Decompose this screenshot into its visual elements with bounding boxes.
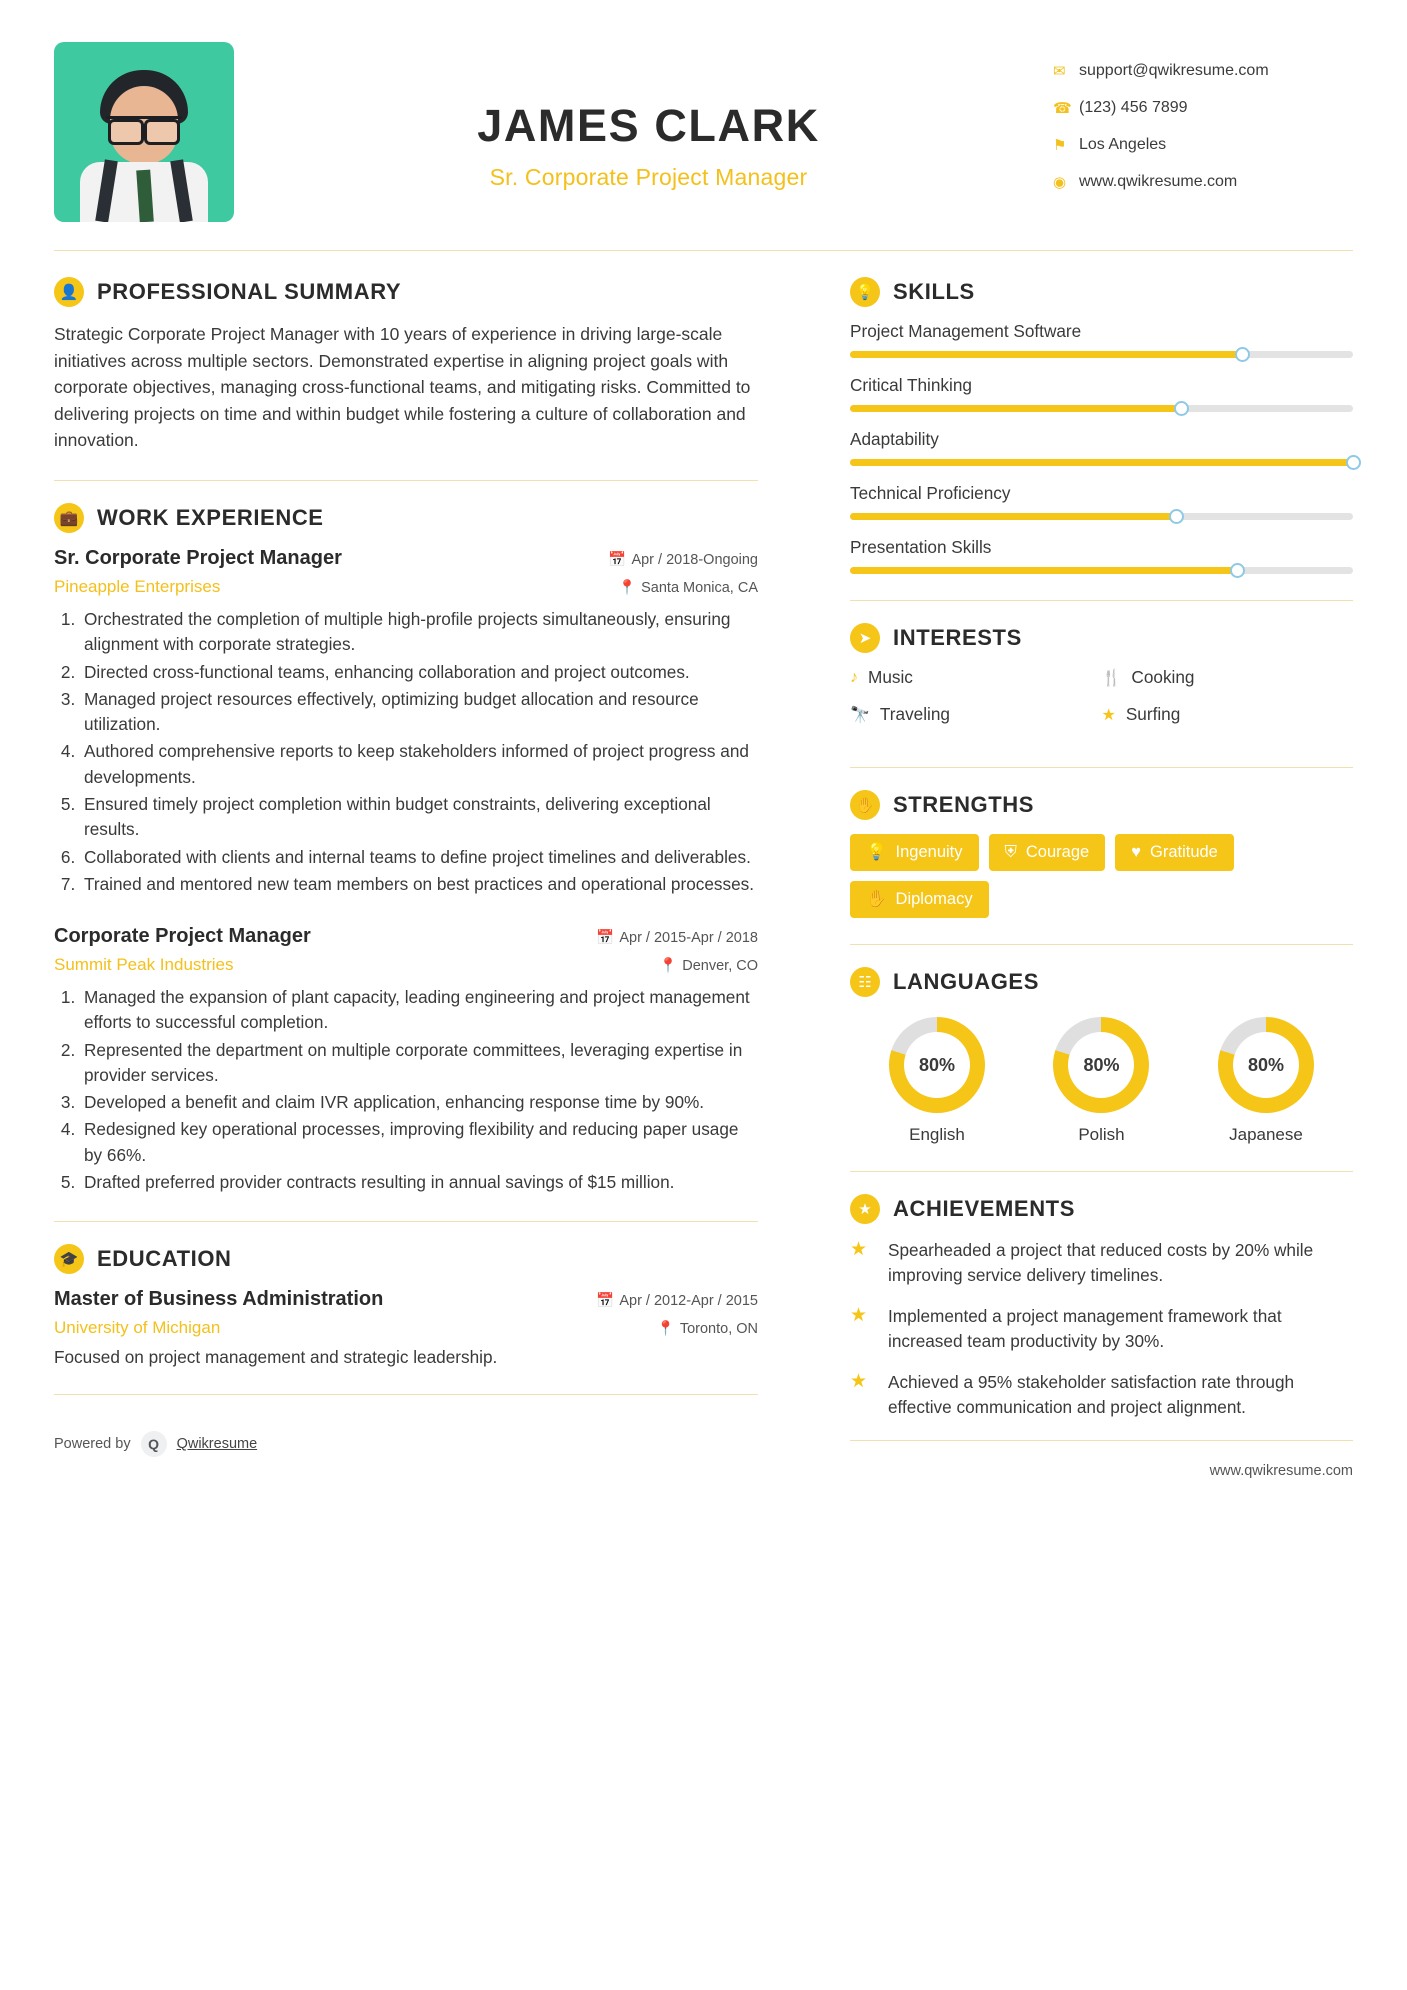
interest-label: Music <box>868 667 913 687</box>
star-icon: ★ <box>850 1239 868 1260</box>
section-header <box>850 967 1353 997</box>
globe-icon: ◉ <box>1053 174 1067 191</box>
list-item: 5. Drafted preferred provider contracts resulting in annual savings of $15 million. <box>80 1170 758 1195</box>
contact-email-value: support@qwikresume.com <box>1079 62 1269 79</box>
section-title: WORK EXPERIENCE <box>97 504 324 530</box>
job-title: Sr. Corporate Project Manager <box>489 164 808 190</box>
contact-list <box>1053 42 1353 210</box>
divider <box>850 944 1353 945</box>
section-languages <box>850 967 1353 1145</box>
job-role: Sr. Corporate Project Manager <box>54 546 342 569</box>
skill-bar-fill <box>850 405 1182 412</box>
skill-bar-fill <box>850 351 1242 358</box>
avatar <box>54 42 234 222</box>
language-percent: 80% <box>904 1032 970 1098</box>
divider <box>54 480 758 481</box>
avatar-glasses-icon <box>106 116 182 136</box>
section-header <box>54 1244 758 1274</box>
work-entry <box>54 925 758 1195</box>
section-title: ACHIEVEMENTS <box>893 1196 1075 1221</box>
language-name: Polish <box>1078 1125 1125 1144</box>
interest-label: Cooking <box>1131 667 1195 687</box>
strength-badge <box>850 834 979 871</box>
job-dates: 📅 Apr / 2018-Ongoing <box>608 551 758 568</box>
section-title: STRENGTHS <box>893 792 1035 817</box>
job-company: Summit Peak Industries <box>54 955 234 975</box>
section-interests <box>850 623 1353 741</box>
skill-label: Project Management Software <box>850 321 1082 341</box>
section-education <box>54 1244 758 1368</box>
heart-icon: ♥ <box>1131 843 1141 861</box>
section-title: PROFESSIONAL SUMMARY <box>97 279 402 304</box>
section-title: EDUCATION <box>97 1246 232 1272</box>
page-title: JAMES CLARK <box>477 100 820 151</box>
section-achievements <box>850 1194 1353 1420</box>
strength-badge <box>989 834 1106 871</box>
lightbulb-icon: 💡 <box>850 277 880 307</box>
skill-bar-knob <box>1230 563 1245 578</box>
name-block <box>244 42 1053 191</box>
language-item <box>1020 1017 1182 1145</box>
powered-by <box>54 1431 257 1457</box>
interest-label: Surfing <box>1125 704 1181 724</box>
star-icon: ★ <box>850 1304 868 1326</box>
shield-icon: ⛨ <box>1004 843 1017 861</box>
contact-website[interactable] <box>1053 173 1353 191</box>
skill-label: Presentation Skills <box>850 537 992 557</box>
achievement-text: Achieved a 95% stakeholder satisfaction rate through effective communication and project alignment. <box>888 1371 1295 1417</box>
strength-label: Ingenuity <box>895 843 963 861</box>
contact-website-value: www.qwikresume.com <box>1079 173 1238 190</box>
section-work-experience <box>54 503 758 1195</box>
education-location: 📍 Toronto, ON <box>656 1321 758 1338</box>
location-pin-icon: 📍 <box>659 958 678 975</box>
divider <box>850 767 1353 768</box>
skill-bar-knob <box>1174 401 1189 416</box>
calendar-icon: 📅 <box>608 551 627 568</box>
achievement-item <box>850 1370 1353 1420</box>
skill-item <box>850 483 1353 520</box>
list-item: 6. Collaborated with clients and internal teams to define project timelines and deliverables. <box>80 845 758 870</box>
section-title: LANGUAGES <box>893 969 1039 994</box>
job-dates: 📅 Apr / 2015-Apr / 2018 <box>596 930 758 947</box>
job-role: Corporate Project Manager <box>54 925 311 948</box>
skill-item <box>850 429 1353 466</box>
footer-right <box>850 1449 1353 1505</box>
language-name: Japanese <box>1229 1125 1303 1144</box>
location-pin-icon: 📍 <box>618 579 637 596</box>
spacer <box>54 903 758 925</box>
language-percent: 80% <box>1068 1032 1134 1098</box>
education-entry <box>54 1288 758 1368</box>
list-item: 4. Authored comprehensive reports to keep stakeholders informed of project progress and developments. <box>80 739 758 790</box>
divider <box>850 600 1353 601</box>
skill-label: Technical Proficiency <box>850 483 1011 503</box>
list-item: 5. Ensured timely project completion within budget constraints, delivering exceptional results. <box>80 792 758 843</box>
achievement-item <box>850 1304 1353 1354</box>
education-description: Focused on project management and strategic leadership. <box>54 1347 498 1368</box>
skill-label: Critical Thinking <box>850 375 972 395</box>
skill-item <box>850 321 1353 358</box>
strength-badge <box>1115 834 1234 871</box>
summary-text: Strategic Corporate Project Manager with 10 years of experience in driving large-scale initiatives across multiple sectors. Demonstrated expertise in aligning project goals with corporate objectives, managing cross-functional teams, and mitigating risks. Committed to delivering projects on time and within budget while fostering a culture of collaboration and innovation. <box>54 324 751 451</box>
contact-location <box>1053 136 1353 154</box>
calendar-icon: 📅 <box>596 1293 615 1310</box>
school-name: University of Michigan <box>54 1318 221 1338</box>
interest-label: Traveling <box>879 704 950 724</box>
job-location: 📍 Santa Monica, CA <box>618 579 758 596</box>
language-progress-ring <box>1218 1017 1314 1113</box>
job-company: Pineapple Enterprises <box>54 576 221 596</box>
fork-knife-icon: 🍴 <box>1101 669 1122 687</box>
achievement-text: Implemented a project management framework that increased team productivity by 30%. <box>888 1305 1282 1351</box>
envelope-icon: ✉ <box>1053 63 1066 80</box>
right-column <box>816 251 1353 1505</box>
user-circle-icon: 👤 <box>54 277 84 307</box>
education-dates: 📅 Apr / 2012-Apr / 2015 <box>596 1293 758 1310</box>
strength-list <box>850 834 1353 918</box>
section-professional-summary <box>54 277 758 454</box>
skill-bar <box>850 513 1353 520</box>
divider <box>54 1394 758 1395</box>
location-pin-icon: ⚑ <box>1053 137 1067 154</box>
contact-email[interactable] <box>1053 62 1353 80</box>
skill-bar <box>850 405 1353 412</box>
skill-item <box>850 375 1353 412</box>
list-item: 2. Represented the department on multiple corporate committees, leveraging expertise in provider services. <box>80 1038 758 1089</box>
strength-badge <box>850 881 989 918</box>
left-column <box>54 251 816 1505</box>
footer-site: www.qwikresume.com <box>1209 1462 1353 1479</box>
skill-bar <box>850 567 1353 574</box>
resume-header <box>54 34 1353 222</box>
language-name: English <box>909 1125 965 1144</box>
language-progress-ring <box>889 1017 985 1113</box>
list-item: 2. Directed cross-functional teams, enhancing collaboration and project outcomes. <box>80 660 758 685</box>
skill-bar-fill <box>850 513 1177 520</box>
section-title: SKILLS <box>893 279 975 304</box>
section-header <box>850 277 1353 307</box>
calendar-icon: 📅 <box>596 930 615 947</box>
skill-bar-knob <box>1235 347 1250 362</box>
divider <box>850 1171 1353 1172</box>
list-item: 3. Managed project resources effectively, optimizing budget allocation and resource utilization. <box>80 687 758 738</box>
skill-bar <box>850 459 1353 466</box>
job-location: 📍 Denver, CO <box>659 958 758 975</box>
skill-bar-knob <box>1346 455 1361 470</box>
briefcase-icon: 💼 <box>54 503 84 533</box>
powered-by-label: Powered by <box>54 1436 131 1453</box>
job-bullets <box>80 607 758 897</box>
qwikresume-link[interactable]: Qwikresume <box>176 1436 258 1453</box>
list-item: 1. Managed the expansion of plant capacity, leading engineering and project management efforts to successful completion. <box>80 985 758 1036</box>
binoculars-icon: 🔭 <box>850 706 870 724</box>
section-header <box>54 503 758 533</box>
lightbulb-icon: 💡 <box>866 843 887 861</box>
section-header <box>850 1194 1353 1224</box>
list-item: 1. Orchestrated the completion of multiple high-profile projects simultaneously, ensuring alignment with corporate strategies. <box>80 607 758 658</box>
strength-label: Courage <box>1025 843 1090 861</box>
contact-location-value: Los Angeles <box>1079 136 1167 153</box>
list-item: 3. Developed a benefit and claim IVR application, enhancing response time by 90%. <box>80 1090 758 1115</box>
phone-icon: ☎ <box>1053 100 1072 117</box>
skill-item <box>850 537 1353 574</box>
skill-bar-fill <box>850 459 1353 466</box>
qwikresume-logo-icon: Q <box>141 1431 167 1457</box>
work-entry <box>54 547 758 897</box>
star-icon: ★ <box>850 1370 868 1392</box>
interest-item <box>850 704 1102 725</box>
interest-item <box>850 667 1102 688</box>
send-icon: ➤ <box>850 623 880 653</box>
language-progress-ring <box>1053 1017 1149 1113</box>
section-skills <box>850 277 1353 574</box>
section-header <box>54 277 758 307</box>
resume-body <box>54 251 1353 1505</box>
star-icon: ★ <box>1101 706 1116 724</box>
section-strengths <box>850 790 1353 918</box>
award-star-icon: ★ <box>850 1194 880 1224</box>
language-item <box>856 1017 1018 1145</box>
footer-left <box>54 1417 758 1483</box>
interest-item <box>1102 667 1354 688</box>
list-item: 4. Redesigned key operational processes, improving flexibility and reducing paper usage by 66%. <box>80 1117 758 1168</box>
hand-icon: ✋ <box>850 790 880 820</box>
list-item: 7. Trained and mentored new team members on best practices and operational processes. <box>80 872 758 897</box>
section-header <box>850 623 1353 653</box>
graduation-cap-icon: 🎓 <box>54 1244 84 1274</box>
achievement-item <box>850 1238 1353 1288</box>
avatar-container <box>54 42 244 222</box>
skill-bar-fill <box>850 567 1237 574</box>
divider <box>54 1221 758 1222</box>
interest-item <box>1102 704 1354 725</box>
achievement-text: Spearheaded a project that reduced costs by 20% while improving service delivery timelines. <box>888 1240 1314 1285</box>
interest-list <box>850 667 1353 741</box>
music-note-icon: ♪ <box>850 668 858 686</box>
skill-bar <box>850 351 1353 358</box>
strength-label: Diplomacy <box>895 890 973 908</box>
contact-phone-value: (123) 456 7899 <box>1079 99 1188 116</box>
divider <box>850 1440 1353 1441</box>
section-header <box>850 790 1353 820</box>
job-bullets <box>80 985 758 1195</box>
strength-label: Gratitude <box>1149 843 1218 861</box>
language-percent: 80% <box>1233 1032 1299 1098</box>
id-card-icon: ☷ <box>850 967 880 997</box>
language-list <box>850 1011 1353 1145</box>
degree-name: Master of Business Administration <box>54 1288 384 1311</box>
skill-label: Adaptability <box>850 429 939 449</box>
language-item <box>1185 1017 1347 1145</box>
skill-bar-knob <box>1169 509 1184 524</box>
location-pin-icon: 📍 <box>656 1321 675 1338</box>
section-title: INTERESTS <box>893 625 1022 650</box>
contact-phone[interactable] <box>1053 99 1353 117</box>
handshake-icon: ✋ <box>866 890 887 908</box>
